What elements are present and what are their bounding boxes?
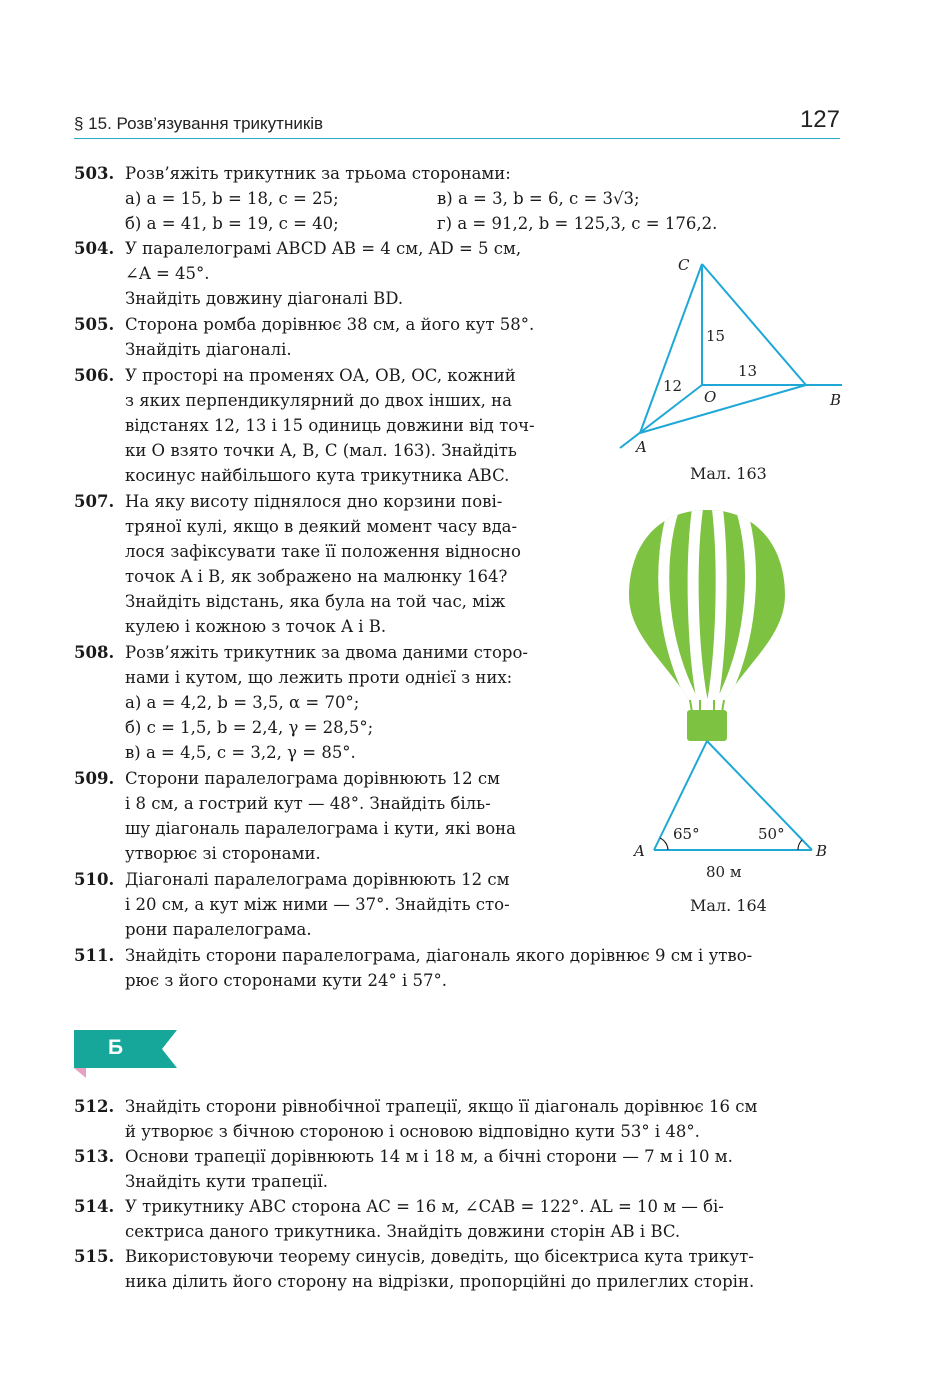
problem-text: У паралелограмі ABCD AB = 4 см, AD = 5 см, [125,239,522,258]
problem-text: Знайдіть відстань, яка була на той час, між [125,592,506,611]
section-title: § 15. Розв’язування трикутників [74,114,324,133]
problem-text: Знайдіть сторони рівнобічної трапеції, якщо її діагональ дорівнює 16 см [125,1097,758,1116]
problem-text: Діагоналі паралелограма дорівнюють 12 см [125,870,510,889]
problem-text: відстанях 12, 13 і 15 одиниць довжини від точ- [125,416,535,435]
problem-number: 504. [74,239,115,258]
problem-item: б) a = 41, b = 19, c = 40; [125,214,339,233]
problem-text: лося зафіксувати таке її положення відносно [125,542,521,561]
balloon-envelope [620,500,800,710]
problem-number: 510. [74,870,115,889]
problem-text: Сторони паралелограма дорівнюють 12 см [125,769,500,788]
problem-text: ∠A = 45°. [125,264,210,283]
problem-text: шу діагональ паралелограма і кути, які вона [125,819,517,838]
label-angle-b: 50° [758,825,785,843]
problem-number: 509. [74,769,115,788]
problem-number: 512. [74,1097,115,1116]
figure-164 [620,500,840,890]
problem-text: Основи трапеції дорівнюють 14 м і 18 м, а бічні сторони — 7 м і 10 м. [125,1147,733,1166]
problem-item: в) a = 4,5, c = 3,2, γ = 85°. [125,743,356,762]
label-o: O [704,388,717,406]
problem-text: Розв’яжіть трикутник за двома даними сторо- [125,643,529,662]
problem-text: У просторі на променях OA, OB, OC, кожний [125,366,516,385]
label-base: 80 м [706,863,742,881]
problem-text: У трикутнику ABC сторона AC = 16 м, ∠CAB = 122°. AL = 10 м — бі- [125,1197,724,1216]
problem-number: 511. [74,946,115,965]
label-oc: 15 [706,327,726,345]
problem-text: точок A і B, як зображено на малюнку 164? [125,567,508,586]
problem-text: сектриса даного трикутника. Знайдіть довжини сторін AB і BC. [125,1222,681,1241]
label-ob: 13 [738,362,758,380]
page-header [74,108,840,139]
problem-text: Використовуючи теорему синусів, доведіть, що бісектриса кута трикут- [125,1247,754,1266]
problem-item: в) a = 3, b = 6, c = 3√3; [437,189,640,208]
problem-text: кулею і кожною з точок A і B. [125,617,387,636]
problem-number: 506. [74,366,115,385]
problem-number: 508. [74,643,115,662]
label-a: A [636,438,647,456]
angle-b-arc [798,840,802,850]
problem-number: 515. [74,1247,115,1266]
problem-item: а) a = 15, b = 18, c = 25; [125,189,339,208]
problem-number: 507. [74,492,115,511]
problem-text: нами і кутом, що лежить проти однієї з них: [125,668,513,687]
problem-number: 505. [74,315,115,334]
problem-text: тряної кулі, якщо в деякий момент часу вда- [125,517,518,536]
problem-text: ки O взято точки A, B, C (мал. 163). Знайдіть [125,441,517,460]
badge-accent [74,1068,86,1078]
figure-163-caption: Мал. 163 [690,464,767,483]
problem-item: б) c = 1,5, b = 2,4, γ = 28,5°; [125,718,374,737]
ray-oa [620,385,702,448]
badge-shape [74,1030,177,1068]
problem-text: і 8 см, а гострий кут — 48°. Знайдіть біль- [125,794,491,813]
problem-item: г) a = 91,2, b = 125,3, c = 176,2. [437,214,718,233]
problem-text: Сторона ромба дорівнює 38 см, а його кут 58°. [125,315,535,334]
problem-text: Знайдіть сторони паралелограма, діагональ якого дорівнює 9 см і утво- [125,946,753,965]
problem-text: Знайдіть діагоналі. [125,340,292,359]
problem-text: і 20 см, а кут між ними — 37°. Знайдіть сто- [125,895,510,914]
problem-text: Розв’яжіть трикутник за трьома сторонами: [125,164,511,183]
label-c: C [678,256,690,274]
label-oa: 12 [663,377,683,395]
problem-text: утворює зі сторонами. [125,844,321,863]
problem-text: На яку висоту піднялося дно корзини пові- [125,492,503,511]
problem-text: рони паралелограма. [125,920,312,939]
section-badge-label: Б [108,1036,124,1059]
label-b: B [816,842,828,860]
problem-item: а) a = 4,2, b = 3,5, α = 70°; [125,693,360,712]
figure-163 [610,250,850,470]
problem-text: з яких перпендикулярний до двох інших, на [125,391,512,410]
label-a: A [634,842,645,860]
problem-text: Знайдіть довжину діагоналі BD. [125,289,404,308]
label-angle-a: 65° [673,825,700,843]
problem-text: рює з його сторонами кути 24° і 57°. [125,971,448,990]
label-b: B [830,391,842,409]
angle-a-arc [660,838,668,850]
problem-number: 513. [74,1147,115,1166]
section-badge [74,1030,177,1078]
page-number: 127 [799,106,840,133]
problem-text: косинус найбільшого кута трикутника ABC. [125,466,510,485]
problem-text: й утворює з бічною стороною і основою відповідно кути 53° і 48°. [125,1122,700,1141]
balloon-basket [687,710,727,741]
problem-number: 503. [74,164,115,183]
problem-text: Знайдіть кути трапеції. [125,1172,328,1191]
problem-number: 514. [74,1197,115,1216]
problem-text: ника ділить його сторону на відрізки, пропорційні до прилеглих сторін. [125,1272,755,1291]
figure-164-caption: Мал. 164 [690,896,767,915]
